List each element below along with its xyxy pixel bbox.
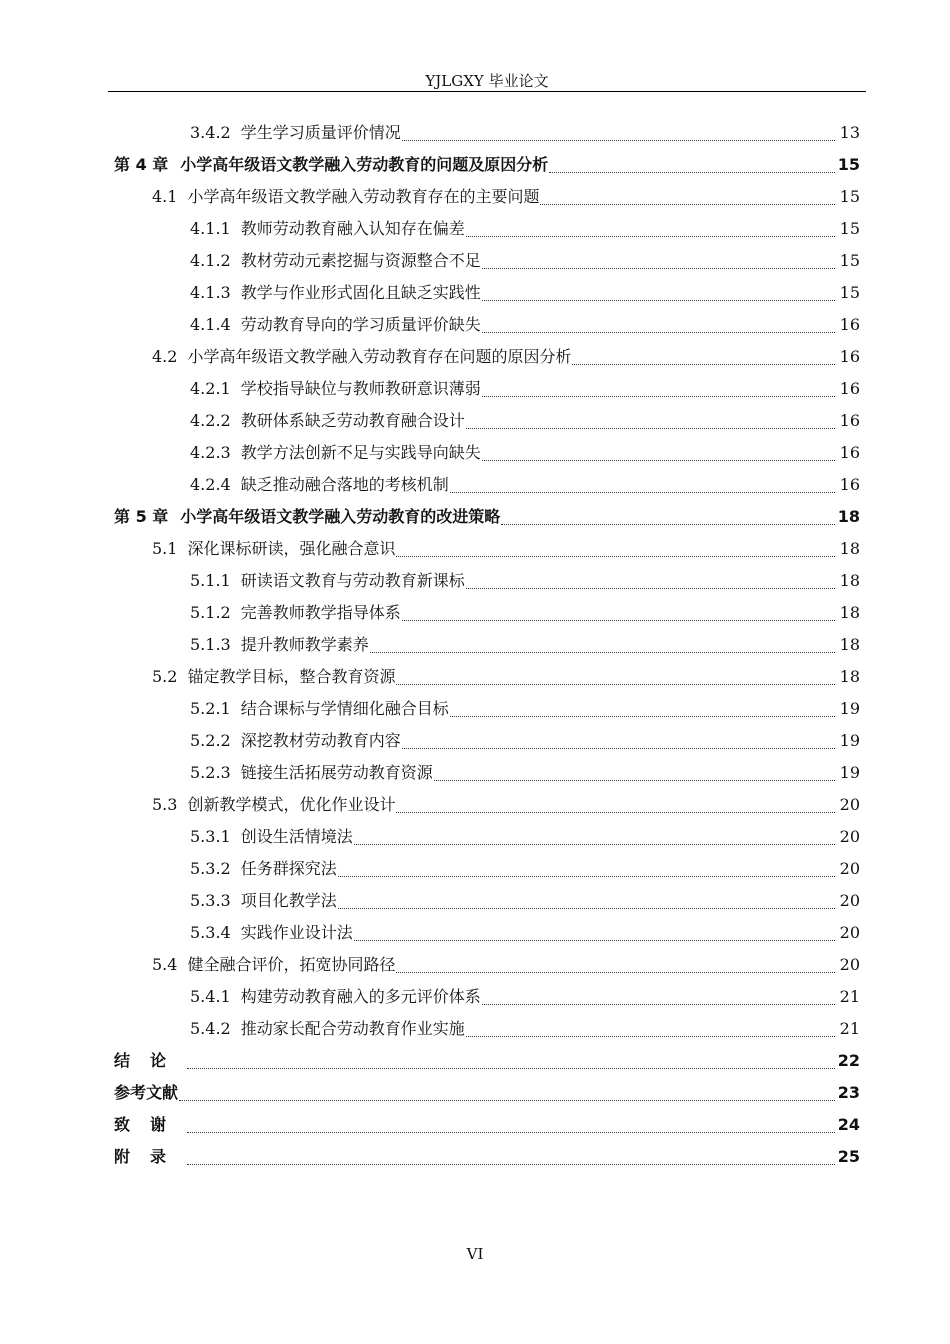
- toc-entry-title: 创设生活情境法: [240, 827, 353, 846]
- toc-entry-title: 实践作业设计法: [240, 923, 353, 942]
- toc-entry-page: 20: [839, 827, 860, 846]
- toc-entry[interactable]: [0, 117, 950, 149]
- toc-entry-text: [190, 981, 836, 1013]
- toc-entry-number: 5.4.2: [190, 1019, 231, 1038]
- toc-entry[interactable]: [0, 981, 950, 1013]
- toc-entry-page: 25: [837, 1147, 860, 1166]
- toc-entry[interactable]: [0, 661, 950, 693]
- toc-entry[interactable]: [0, 1077, 950, 1109]
- toc-entry[interactable]: [0, 181, 950, 213]
- toc-entry-text: [190, 437, 836, 469]
- page-header: YJLGXY 毕业论文: [425, 72, 549, 90]
- toc-entry-title: 任务群探究法: [240, 859, 337, 878]
- toc-leader-dots: [482, 396, 835, 397]
- toc-entry-page: 23: [837, 1083, 860, 1102]
- toc-entry-text: [114, 149, 836, 181]
- toc-leader-dots: [572, 364, 835, 365]
- toc-entry[interactable]: [0, 405, 950, 437]
- toc-entry-title: 小学高年级语文教学融入劳动教育的问题及原因分析: [180, 155, 549, 174]
- toc-entry[interactable]: [0, 821, 950, 853]
- toc-entry-text: [190, 757, 836, 789]
- toc-entry-title: 项目化教学法: [240, 891, 337, 910]
- toc-leader-dots: [402, 140, 835, 141]
- toc-entry-title: 小学高年级语文教学融入劳动教育存在的主要问题: [187, 187, 540, 206]
- toc-entry-title: 深挖教材劳动教育内容: [240, 731, 401, 750]
- toc-leader-dots: [338, 908, 835, 909]
- toc-entry-number: 4.2.4: [190, 475, 231, 494]
- toc-entry-title: 深化课标研读，强化融合意识: [187, 539, 396, 558]
- toc-entry-text: [152, 789, 836, 821]
- toc-entry[interactable]: [0, 437, 950, 469]
- toc-entry-number: 4.2.2: [190, 411, 231, 430]
- toc-entry-page: 15: [839, 219, 860, 238]
- toc-leader-dots: [450, 716, 835, 717]
- toc-entry-page: 15: [839, 283, 860, 302]
- toc-entry-title: 附录: [114, 1147, 187, 1166]
- toc-entry-number: 第 5 章: [114, 507, 169, 526]
- page-number: VI: [466, 1245, 484, 1263]
- toc-leader-dots: [540, 204, 835, 205]
- toc-entry-text: [190, 213, 836, 245]
- toc-entry-page: 21: [839, 1019, 860, 1038]
- toc-entry-title: 锚定教学目标，整合教育资源: [187, 667, 396, 686]
- toc-entry-text: [190, 469, 836, 501]
- toc-entry[interactable]: [0, 693, 950, 725]
- toc-entry-page: 18: [839, 571, 860, 590]
- toc-entry-title: 缺乏推动融合落地的考核机制: [240, 475, 449, 494]
- toc-entry-text: [190, 1013, 836, 1045]
- toc-entry-page: 18: [839, 603, 860, 622]
- toc-entry-page: 15: [839, 251, 860, 270]
- toc-entry[interactable]: [0, 1109, 950, 1141]
- toc-entry-page: 18: [837, 507, 860, 526]
- toc-entry-title: 劳动教育导向的学习质量评价缺失: [240, 315, 481, 334]
- toc-entry-page: 16: [839, 443, 860, 462]
- toc-leader-dots: [482, 1004, 835, 1005]
- toc-entry-page: 18: [839, 667, 860, 686]
- toc-entry-page: 16: [839, 379, 860, 398]
- toc-entry[interactable]: [0, 277, 950, 309]
- toc-leader-dots: [402, 620, 835, 621]
- toc-entry-title: 教学方法创新不足与实践导向缺失: [240, 443, 481, 462]
- toc-entry-number: 4.1.3: [190, 283, 231, 302]
- toc-entry-page: 22: [837, 1051, 860, 1070]
- toc-entry[interactable]: [0, 949, 950, 981]
- toc-entry-text: [152, 949, 836, 981]
- header-rule: [108, 91, 866, 92]
- toc-entry-text: [190, 629, 836, 661]
- toc-entry-page: 21: [839, 987, 860, 1006]
- toc-leader-dots: [450, 492, 835, 493]
- toc-leader-dots: [396, 972, 835, 973]
- toc-entry-title: 教材劳动元素挖掘与资源整合不足: [240, 251, 481, 270]
- toc-leader-dots: [466, 588, 835, 589]
- toc-entry-text: [152, 341, 836, 373]
- toc-entry-title: 教学与作业形式固化且缺乏实践性: [240, 283, 481, 302]
- toc-entry-page: 15: [839, 187, 860, 206]
- table-of-contents: [0, 117, 950, 1173]
- toc-entry-title: 提升教师教学素养: [240, 635, 369, 654]
- toc-leader-dots: [434, 780, 835, 781]
- toc-entry-number: 5.2.1: [190, 699, 231, 718]
- toc-entry[interactable]: [0, 245, 950, 277]
- toc-entry-title: 构建劳动教育融入的多元评价体系: [240, 987, 481, 1006]
- toc-entry-text: [114, 1141, 836, 1173]
- toc-entry[interactable]: [0, 757, 950, 789]
- toc-entry-title: 学生学习质量评价情况: [240, 123, 401, 142]
- toc-entry-text: [190, 597, 836, 629]
- toc-leader-dots: [354, 844, 835, 845]
- toc-leader-dots: [338, 876, 835, 877]
- toc-leader-dots: [396, 684, 835, 685]
- toc-entry-title: 研读语文教育与劳动教育新课标: [240, 571, 465, 590]
- toc-entry-text: [190, 117, 836, 149]
- toc-entry-text: [114, 501, 836, 533]
- toc-entry-page: 16: [839, 475, 860, 494]
- toc-entry[interactable]: [0, 373, 950, 405]
- toc-entry-title: 教师劳动教育融入认知存在偏差: [240, 219, 465, 238]
- toc-entry-page: 18: [839, 539, 860, 558]
- toc-entry[interactable]: [0, 1045, 950, 1077]
- toc-entry-text: [190, 821, 836, 853]
- toc-leader-dots: [179, 1100, 835, 1101]
- toc-leader-dots: [187, 1132, 835, 1133]
- toc-entry-page: 19: [839, 731, 860, 750]
- toc-entry-number: 4.1: [152, 187, 178, 206]
- toc-entry-title: 教研体系缺乏劳动教育融合设计: [240, 411, 465, 430]
- toc-entry-number: 5.3.2: [190, 859, 231, 878]
- toc-entry-title: 推动家长配合劳动教育作业实施: [240, 1019, 465, 1038]
- toc-entry-title: 创新教学模式，优化作业设计: [187, 795, 396, 814]
- toc-entry-page: 20: [839, 891, 860, 910]
- toc-entry-number: 5.1.3: [190, 635, 231, 654]
- toc-leader-dots: [354, 940, 835, 941]
- toc-entry-text: [152, 181, 836, 213]
- toc-entry-text: [190, 373, 836, 405]
- toc-entry[interactable]: [0, 1141, 950, 1173]
- toc-entry[interactable]: [0, 213, 950, 245]
- toc-leader-dots: [482, 332, 835, 333]
- toc-entry-number: 4.1.1: [190, 219, 231, 238]
- toc-leader-dots: [396, 812, 835, 813]
- toc-entry-number: 5.1.1: [190, 571, 231, 590]
- toc-entry[interactable]: [0, 1013, 950, 1045]
- toc-entry-number: 5.3: [152, 795, 178, 814]
- toc-entry-number: 5.2: [152, 667, 178, 686]
- toc-entry-text: [152, 533, 836, 565]
- toc-entry-page: 16: [839, 347, 860, 366]
- toc-entry-number: 第 4 章: [114, 155, 169, 174]
- toc-entry-text: [190, 565, 836, 597]
- toc-entry-page: 20: [839, 859, 860, 878]
- toc-entry-text: [190, 245, 836, 277]
- toc-entry[interactable]: [0, 725, 950, 757]
- toc-leader-dots: [396, 556, 835, 557]
- toc-entry-number: 4.1.2: [190, 251, 231, 270]
- toc-entry[interactable]: [0, 341, 950, 373]
- toc-entry[interactable]: [0, 469, 950, 501]
- toc-entry-text: [190, 277, 836, 309]
- toc-entry-page: 13: [839, 123, 860, 142]
- toc-entry-number: 5.2.2: [190, 731, 231, 750]
- toc-leader-dots: [187, 1164, 835, 1165]
- toc-leader-dots: [466, 428, 835, 429]
- toc-leader-dots: [466, 1036, 835, 1037]
- toc-entry-number: 5.4.1: [190, 987, 231, 1006]
- toc-entry-title: 学校指导缺位与教师教研意识薄弱: [240, 379, 481, 398]
- toc-entry[interactable]: [0, 309, 950, 341]
- toc-leader-dots: [549, 172, 835, 173]
- toc-entry-page: 20: [839, 795, 860, 814]
- toc-entry[interactable]: [0, 853, 950, 885]
- toc-entry[interactable]: [0, 885, 950, 917]
- toc-entry-number: 3.4.2: [190, 123, 231, 142]
- toc-entry-number: 4.2.1: [190, 379, 231, 398]
- toc-entry-text: [114, 1045, 836, 1077]
- toc-entry-number: 5.2.3: [190, 763, 231, 782]
- toc-leader-dots: [482, 300, 835, 301]
- toc-entry-number: 5.1.2: [190, 603, 231, 622]
- toc-entry-number: 4.2.3: [190, 443, 231, 462]
- toc-leader-dots: [466, 236, 835, 237]
- toc-entry-title: 小学高年级语文教学融入劳动教育存在问题的原因分析: [187, 347, 572, 366]
- toc-entry-title: 健全融合评价，拓宽协同路径: [187, 955, 396, 974]
- toc-entry[interactable]: [0, 917, 950, 949]
- toc-entry-title: 致谢: [114, 1115, 187, 1134]
- toc-entry-text: [190, 853, 836, 885]
- toc-entry-page: 24: [837, 1115, 860, 1134]
- toc-entry-text: [152, 661, 836, 693]
- toc-entry[interactable]: [0, 597, 950, 629]
- toc-entry-text: [190, 885, 836, 917]
- toc-entry[interactable]: [0, 629, 950, 661]
- toc-entry-title: 完善教师教学指导体系: [240, 603, 401, 622]
- toc-entry-page: 18: [839, 635, 860, 654]
- toc-entry-number: 5.4: [152, 955, 178, 974]
- toc-entry[interactable]: [0, 565, 950, 597]
- toc-entry-title: 参考文献: [114, 1083, 179, 1102]
- toc-entry-text: [190, 693, 836, 725]
- toc-leader-dots: [370, 652, 835, 653]
- toc-entry-page: 20: [839, 955, 860, 974]
- toc-leader-dots: [482, 460, 835, 461]
- toc-entry-page: 16: [839, 411, 860, 430]
- toc-entry-title: 链接生活拓展劳动教育资源: [240, 763, 433, 782]
- toc-entry[interactable]: [0, 501, 950, 533]
- toc-entry-number: 5.3.4: [190, 923, 231, 942]
- toc-entry[interactable]: [0, 149, 950, 181]
- toc-entry-page: 19: [839, 763, 860, 782]
- toc-entry-title: 小学高年级语文教学融入劳动教育的改进策略: [180, 507, 501, 526]
- toc-entry-page: 19: [839, 699, 860, 718]
- toc-entry-page: 15: [837, 155, 860, 174]
- toc-entry-number: 5.3.3: [190, 891, 231, 910]
- toc-entry[interactable]: [0, 789, 950, 821]
- toc-leader-dots: [482, 268, 835, 269]
- toc-entry-number: 5.1: [152, 539, 178, 558]
- toc-leader-dots: [402, 748, 835, 749]
- toc-entry-title: 结合课标与学情细化融合目标: [240, 699, 449, 718]
- toc-entry-text: [114, 1077, 836, 1109]
- toc-entry-title: 结论: [114, 1051, 187, 1070]
- toc-entry-number: 5.3.1: [190, 827, 231, 846]
- toc-entry-text: [114, 1109, 836, 1141]
- toc-entry-page: 16: [839, 315, 860, 334]
- toc-entry-page: 20: [839, 923, 860, 942]
- toc-entry-text: [190, 405, 836, 437]
- toc-entry-text: [190, 309, 836, 341]
- toc-entry[interactable]: [0, 533, 950, 565]
- toc-entry-text: [190, 917, 836, 949]
- toc-leader-dots: [501, 524, 835, 525]
- toc-entry-number: 4.1.4: [190, 315, 231, 334]
- toc-leader-dots: [187, 1068, 835, 1069]
- toc-entry-text: [190, 725, 836, 757]
- toc-entry-number: 4.2: [152, 347, 178, 366]
